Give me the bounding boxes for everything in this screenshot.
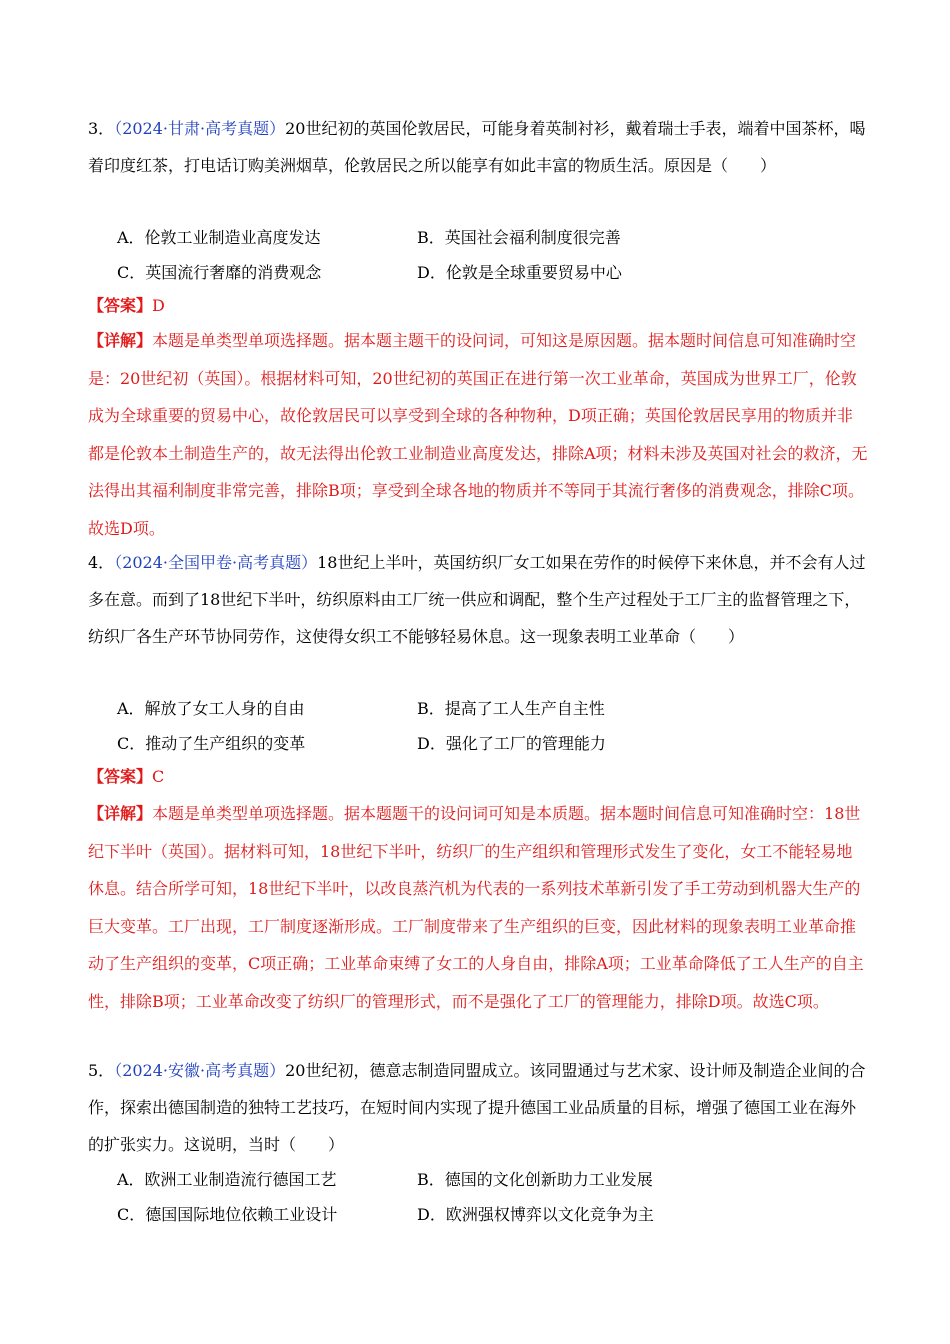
question-4-stem [88,544,866,655]
option-a: A．解放了女工人身的自由 [117,699,305,718]
option-c: C．推动了生产组织的变革 [117,734,306,753]
question-source: （2024·安徽·高考真题） [114,1061,286,1080]
question-4-options [117,691,817,761]
option-c: C．英国流行奢靡的消费观念 [117,263,322,282]
option-c: C．德国国际地位依赖工业设计 [117,1205,338,1224]
question-source: （2024·全国甲卷·高考真题） [114,553,318,572]
option-a: A．欧洲工业制造流行德国工艺 [117,1170,337,1189]
answer-label: 【答案】 [88,767,153,786]
detail-text: 本题是单类型单项选择题。据本题主题干的设问词，可知这是原因题。据本题时间信息可知准确时空是：20世纪初（英国）。根据材料可知，20世纪初的英国正在进行第一次工业革命，英国成为世界工厂，伦敦成为全球重要的贸易中心，故伦敦居民可以享受到全球的各种物种，D项正确；英国伦敦居民享用的物质并非都是伦敦本土制造生产的，故无法得出伦敦工业制造业高度发达，排除A项；材料未涉及英国对社会的救济，无法得出其福利制度非常完善，排除B项；享受到全球各地的物质并不等同于其流行奢侈的消费观念，排除C项。故选D项。 [88,331,868,538]
option-b: B．提高了工人生产自主性 [417,699,605,718]
question-5-stem [88,1052,866,1163]
option-b: B．德国的文化创新助力工业发展 [417,1170,653,1189]
answer-value: D [152,296,165,315]
question-text: 20世纪初的英国伦敦居民，可能身着英制衬衫，戴着瑞士手表，端着中国茶杯，喝着印度红茶，打电话订购美洲烟草，伦敦居民之所以能享有如此丰富的物质生活。原因是（ ） [88,119,866,175]
question-number: 3． [88,119,115,138]
option-a: A．伦敦工业制造业高度发达 [117,228,321,247]
answer-label: 【答案】 [88,296,153,315]
question-source: （2024·甘肃·高考真题） [114,119,286,138]
question-3-answer [88,287,165,324]
question-number: 4． [88,553,115,572]
question-4-answer [88,758,164,795]
detail-label: 【详解】 [88,331,153,350]
question-number: 5． [88,1061,115,1080]
option-d: D．欧洲强权博弈以文化竞争为主 [417,1205,654,1224]
question-5-options [117,1162,817,1232]
detail-text: 本题是单类型单项选择题。据本题题干的设问词可知是本质题。据本题时间信息可知准确时空：18世纪下半叶（英国）。据材料可知，18世纪下半叶，纺织厂的生产组织和管理形式发生了变化，女工不能轻易地休息。结合所学可知，18世纪下半叶，以改良蒸汽机为代表的一系列技术革新引发了手工劳动到机器大生产的巨大变革。工厂出现，工厂制度逐渐形成。工厂制度带来了生产组织的巨变，因此材料的现象表明工业革命推动了生产组织的变革，C项正确；工业革命束缚了女工的人身自由，排除A项；工业革命降低了工人生产的自主性，排除B项；工业革命改变了纺织厂的管理形式，而不是强化了工厂的管理能力，排除D项。故选C项。 [88,804,864,1011]
option-d: D．强化了工厂的管理能力 [417,734,606,753]
answer-value: C [152,767,165,786]
option-b: B．英国社会福利制度很完善 [417,228,621,247]
question-3-stem [88,110,866,184]
option-d: D．伦敦是全球重要贸易中心 [417,263,622,282]
question-4-detail [88,795,868,1020]
question-text: 18世纪上半叶，英国纺织厂女工如果在劳作的时候停下来休息，并不会有人过多在意。而到了18世纪下半叶，纺织原料由工厂统一供应和调配，整个生产过程处于工厂主的监督管理之下，纺织厂各生产环节协同劳作，这使得女织工不能够轻易休息。这一现象表明工业革命（ ） [88,553,866,646]
detail-label: 【详解】 [88,804,153,823]
question-text: 20世纪初，德意志制造同盟成立。该同盟通过与艺术家、设计师及制造企业间的合作，探索出德国制造的独特工艺技巧，在短时间内实现了提升德国工业品质量的目标，增强了德国工业在海外的扩张实力。这说明，当时（ ） [88,1061,866,1154]
question-3-detail [88,322,868,547]
question-3-options [117,220,817,290]
